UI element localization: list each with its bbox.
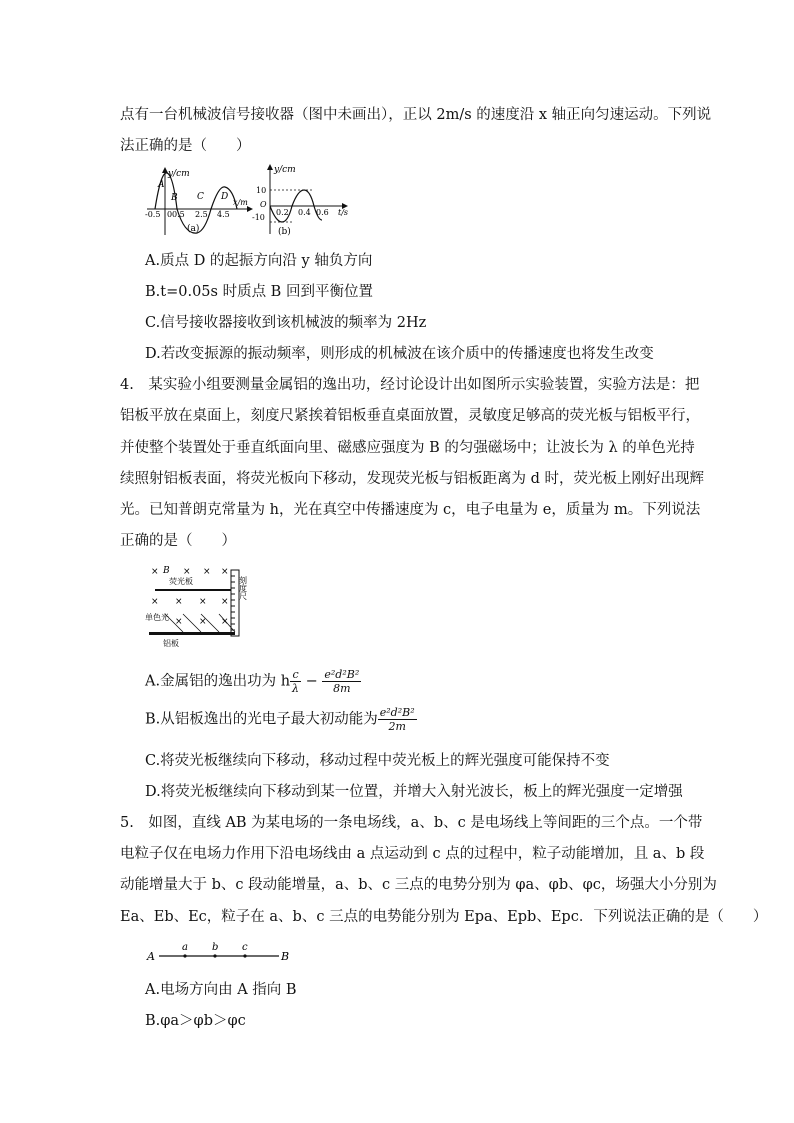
q4-stem-line-2: 铝板平放在桌面上，刻度尺紧挨着铝板垂直桌面放置，灵敏度足够高的荧光板与铝板平行， <box>120 408 700 424</box>
q3-figure-b <box>252 162 352 237</box>
q3-option-d: D.若改变振源的振动频率，则形成的机械波在该介质中的传播速度也将发生改变 <box>145 346 654 362</box>
q4-option-b <box>145 706 417 733</box>
q4-fig-plate-label: 铝板 <box>163 639 179 648</box>
q3-figb-ylabel: y/cm <box>274 165 296 175</box>
q3-figb-xtick: 0.2 <box>276 208 289 217</box>
q5-fig-point-a: a <box>182 942 188 953</box>
q5-stem-line-4: Ea、Eb、Ec，粒子在 a、b、c 三点的电势能分别为 Epa、Epb、Epc．下列说法正确的是（ ） <box>120 909 768 925</box>
q3-figa-xlabel: x/m <box>233 198 248 207</box>
q4-stem-line-6: 正确的是（ ） <box>120 533 236 549</box>
q4-fig-screen-label: 荧光板 <box>169 577 193 586</box>
q4-stem-line-4: 续照射铝板表面，将荧光板向下移动，发现荧光板与铝板距离为 d 时，荧光板上刚好出现辉 <box>120 471 704 487</box>
q4-fig-b-label: B <box>163 566 170 576</box>
frac-numerator: c <box>290 668 301 682</box>
frac-numerator: e²d²B² <box>324 668 360 681</box>
q4-figure <box>145 562 265 652</box>
q4-opt-a-text: A.金属铝的逸出功为 h <box>145 673 291 690</box>
q4-opt-a-frac-2 <box>322 668 361 695</box>
q4-opt-b-frac <box>378 706 417 733</box>
cross-mark: × <box>221 617 229 627</box>
q3-figa-tick: 0.5 <box>172 210 185 219</box>
q5-option-a: A.电场方向由 A 指向 B <box>145 982 297 998</box>
q3-figa-tick: 2.5 <box>195 210 208 219</box>
q4-stem-line-1: 4. 某实验小组要测量金属铝的逸出功，经讨论设计出如图所示实验装置，实验方法是：把 <box>120 377 700 393</box>
cross-mark: × <box>175 617 183 627</box>
q3-figa-point-b: B <box>171 193 178 203</box>
q4-opt-a-frac-1 <box>290 668 301 695</box>
q4-fig-ruler-label: 刻度尺 <box>238 576 248 600</box>
q4-fig-light-label: 单色光 <box>145 613 169 622</box>
q4-opt-a-minus: − <box>301 673 323 690</box>
q3-figa-tick: -0.5 <box>145 210 161 219</box>
q4-option-c: C.将荧光板继续向下移动，移动过程中荧光板上的辉光强度可能保持不变 <box>145 753 610 769</box>
q3-option-a: A.质点 D 的起振方向沿 y 轴负方向 <box>145 253 373 269</box>
q3-figa-point-c: C <box>197 192 204 202</box>
q4-option-d: D.将荧光板继续向下移动到某一位置，并增大入射光波长，板上的辉光强度一定增强 <box>145 784 683 800</box>
q3-stem-line-1: 点有一台机械波信号接收器（图中未画出），正以 2m/s 的速度沿 x 轴正向匀速运动。下列说 <box>120 107 712 123</box>
q4-stem-line-3: 并使整个装置处于垂直纸面向里、磁感应强度为 B 的匀强磁场中；让波长为 λ 的单色光持 <box>120 440 695 456</box>
frac-denominator: 2m <box>388 720 406 733</box>
q3-figa-ylabel: y/cm <box>168 169 190 179</box>
q3-stem-line-2: 法正确的是（ ） <box>120 138 251 154</box>
q5-stem-line-2: 电粒子仅在电场力作用下沿电场线由 a 点运动到 c 点的过程中，粒子动能增加，且 a、b 段 <box>120 846 705 862</box>
cross-mark: × <box>151 567 159 577</box>
q3-figb-xlabel: t/s <box>338 208 349 217</box>
q5-option-b: B.φa＞φb＞φc <box>145 1013 246 1029</box>
q3-figb-xtick: 0.4 <box>298 208 311 217</box>
frac-denominator: λ <box>292 682 300 695</box>
q4-option-a <box>145 668 361 695</box>
cross-mark: × <box>199 597 207 607</box>
q5-fig-label-a-upper: A <box>147 950 155 963</box>
cross-mark: × <box>199 617 207 627</box>
q3-figb-origin: O <box>260 200 267 209</box>
q3-figure-a <box>145 165 255 237</box>
cross-mark: × <box>151 597 159 607</box>
q3-figb-ytick: -10 <box>252 213 265 222</box>
q5-fig-point-b: b <box>212 942 219 953</box>
frac-denominator: 8m <box>333 682 351 695</box>
q3-figb-xtick: 0.6 <box>316 208 329 217</box>
q3-figa-caption: (a) <box>187 224 200 234</box>
cross-mark: × <box>203 567 211 577</box>
q5-stem-line-1: 5. 如图，直线 AB 为某电场的一条电场线，a、b、c 是电场线上等间距的三个点。一个带 <box>120 815 703 831</box>
q3-option-b: B.t=0.05s 时质点 B 回到平衡位置 <box>145 284 373 300</box>
q3-figa-tick: 0 <box>167 210 173 219</box>
q4-stem-line-5: 光。已知普朗克常量为 h，光在真空中传播速度为 c，电子电量为 e，质量为 m。下列说法 <box>120 502 701 518</box>
frac-numerator: e²d²B² <box>379 706 415 719</box>
q5-figure <box>145 936 295 966</box>
q3-figa-point-a: A <box>158 180 165 190</box>
q3-option-c: C.信号接收器接收到该机械波的频率为 2Hz <box>145 315 427 331</box>
q5-fig-label-b-upper: B <box>281 950 290 963</box>
q4-opt-b-text: B.从铝板逸出的光电子最大初动能为 <box>145 711 378 728</box>
cross-mark: × <box>183 567 191 577</box>
cross-mark: × <box>175 597 183 607</box>
q3-figa-point-d: D <box>221 192 229 202</box>
q3-figb-ytick: 10 <box>256 186 267 195</box>
cross-mark: × <box>221 597 229 607</box>
q3-figa-tick: 4.5 <box>217 210 230 219</box>
q5-stem-line-3: 动能增量大于 b、c 段动能增量，a、b、c 三点的电势分别为 φa、φb、φc，场强大小分别为 <box>120 877 717 893</box>
q5-fig-point-c: c <box>242 942 248 953</box>
q3-figb-caption: (b) <box>278 227 291 237</box>
cross-mark: × <box>221 567 229 577</box>
